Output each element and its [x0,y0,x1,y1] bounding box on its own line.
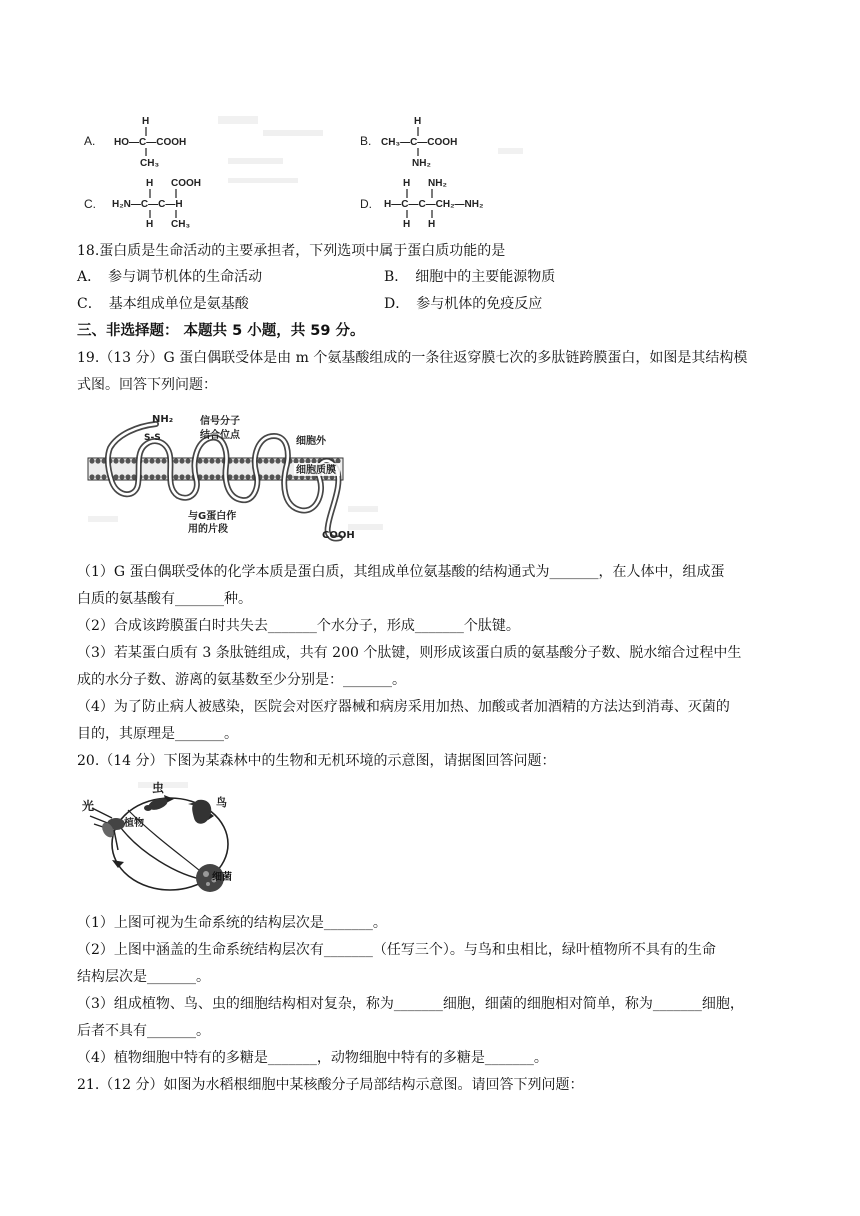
option-d-label: D. [360,197,372,211]
signal-binding-label-1: 信号分子 [200,416,240,427]
bacteria-label: 细菌 [212,872,232,883]
option-c-label: C. [84,197,96,211]
option-c-top2: COOH [171,178,201,189]
q18-option-a: A． 参与调节机体的生命活动 [77,269,263,285]
q19-stem-line2: 式图。回答下列问题： [77,377,217,393]
q20-part3-line1: （3）组成植物、鸟、虫的细胞结构相对复杂，称为_______细胞，细菌的细胞相对简单，称为_______细胞， [77,996,744,1012]
option-b-bottom: NH₂ [412,158,431,169]
q19-part3-line2: 成的水分子数、游离的氨基数至少分别是：_______。 [77,672,406,688]
g-protein-segment-label-2: 用的片段 [188,524,228,535]
cooh-terminus-label: COOH [322,530,355,541]
q18-stem: 18.蛋白质是生命活动的主要承担者，下列选项中属于蛋白质功能的是 [77,243,506,259]
option-b-main: CH₃—C—COOH [381,137,458,148]
bird-label: 鸟 [216,796,227,809]
option-a-label: A. [84,134,96,148]
option-d-bot1: H [403,219,411,230]
q19-part1-line1: （1）G 蛋白偶联受体的化学本质是蛋白质，其组成单位氨基酸的结构通式为_______，在人体中，组成蛋 [77,564,725,580]
option-c-structure [84,178,201,230]
q19-part3-line1: （3）若某蛋白质有 3 条肽链组成，共有 200 个肽键，则形成该蛋白质的氨基酸分子数、脱水缩合过程中生 [77,645,742,661]
q20-stem: 20.（14 分）下图为某森林中的生物和无机环境的示意图，请据图回答问题： [77,753,556,769]
option-b-label: B. [360,134,372,148]
q19-stem-line1: 19.（13 分）G 蛋白偶联受体是由 m 个氨基酸组成的一条往返穿膜七次的多肽链跨膜蛋白，如图是其结构模 [77,350,748,366]
disulfide-label: S-S [144,433,161,443]
section-heading: 三、非选择题： 本题共 5 小题，共 59 分。 [77,323,365,339]
option-a-bottom: CH₃ [140,158,160,169]
nh2-terminus-label: NH₂ [152,414,174,425]
light-label: 光 [82,799,95,813]
option-b-structure [360,116,457,169]
option-c-bot1: H [146,219,154,230]
option-c-top1: H [146,178,154,189]
option-b-top: H [414,116,422,127]
q18-option-b: B． 细胞中的主要能源物质 [384,269,556,285]
q20-part2-line1: （2）上图中涵盖的生命系统结构层次有_______（任写三个）。与鸟和虫相比，绿叶植物所不具有的生命 [77,942,716,958]
option-d-main: H—C—C—CH₂—NH₂ [384,199,484,210]
plant-label: 植物 [124,818,144,829]
insect-label: 虫 [152,781,165,795]
gpcr-structure-figure [78,406,388,546]
q21-stem: 21.（12 分）如图为水稻根细胞中某核酸分子局部结构示意图。请回答下列问题： [77,1077,584,1093]
q19-part2: （2）合成该跨膜蛋白时共失去_______个水分子，形成_______个肽键。 [77,618,520,634]
option-d-top2: NH₂ [428,178,447,189]
option-a-structure [84,116,186,169]
q19-part1-line2: 白质的氨基酸有_______种。 [77,591,252,607]
extracellular-label: 细胞外 [296,436,326,447]
option-d-bot2: H [428,219,436,230]
bird-icon [188,800,211,824]
option-a-top: H [142,116,150,127]
plasma-membrane-label: 细胞质膜 [296,465,336,476]
q19-part4-line1: （4）为了防止病人被感染，医院会对医疗器械和病房采用加热、加酸或者加酒精的方法达到消毒、灭菌的 [77,699,730,715]
q19-part4-line2: 目的，其原理是_______。 [77,726,238,742]
q18-option-d: D． 参与机体的免疫反应 [384,296,543,312]
q17-options-figure [78,108,528,230]
q20-part4: （4）植物细胞中特有的多糖是_______，动物细胞中特有的多糖是_______。 [77,1050,548,1066]
q20-part3-line2: 后者不具有_______。 [77,1023,210,1039]
signal-binding-label-2: 结合位点 [200,430,240,441]
forest-ecosystem-figure [78,780,248,900]
q18-option-c: C． 基本组成单位是氨基酸 [77,296,249,312]
option-d-top1: H [403,178,411,189]
q20-part1: （1）上图可视为生命系统的结构层次是_______。 [77,915,387,931]
option-d-structure [360,178,483,230]
q20-part2-line2: 结构层次是_______。 [77,969,210,985]
g-protein-segment-label-1: 与G蛋白作 [188,511,237,522]
option-a-main: HO—C—COOH [114,137,187,148]
option-c-main: H₂N—C—C—H [112,199,183,210]
option-c-bot2: CH₃ [171,219,191,230]
